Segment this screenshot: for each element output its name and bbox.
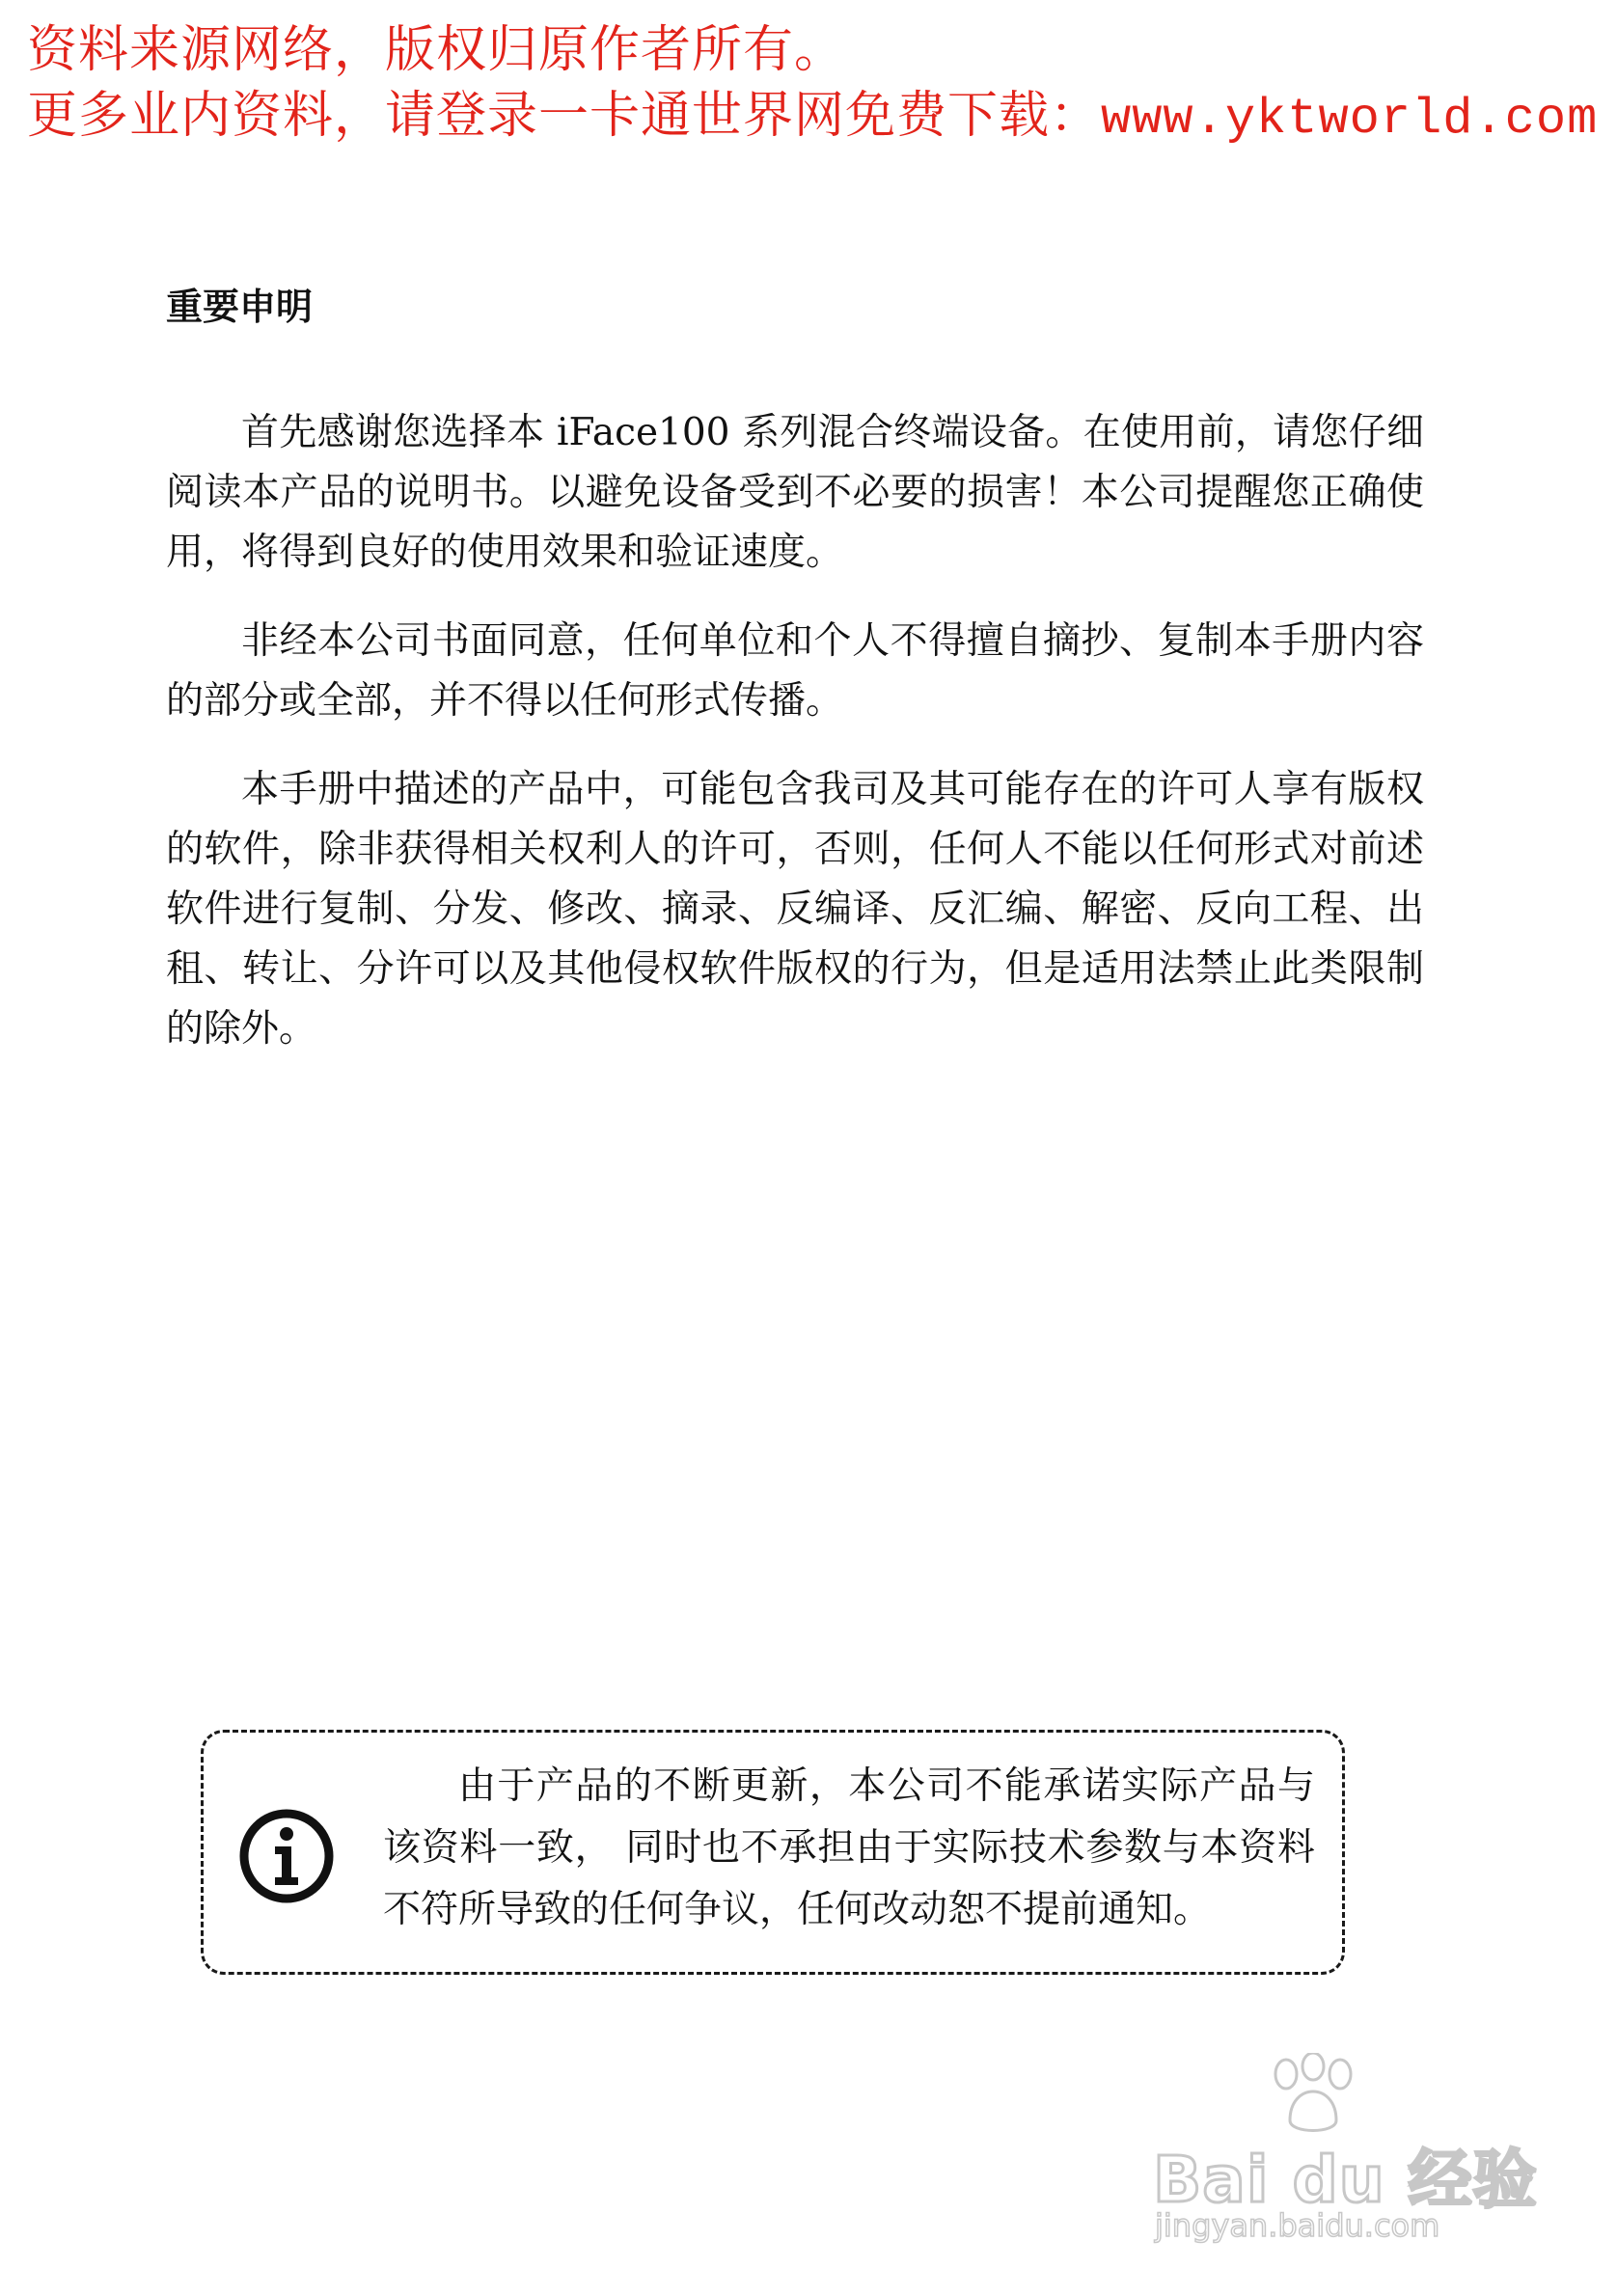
source-banner	[27, 17, 1598, 152]
statement-body	[166, 403, 1424, 1088]
info-icon	[236, 1806, 337, 1906]
banner-url-link[interactable]: www.yktworld.com	[1101, 91, 1599, 148]
watermark-url: jingyan.baidu.com	[1155, 2207, 1440, 2244]
banner-line-1: 资料来源网络，版权归原作者所有。	[27, 21, 846, 79]
paw-logo-icon	[1257, 2053, 1373, 2140]
baidu-jingyan-watermark	[1143, 2045, 1548, 2248]
paragraph-intro: 首先感谢您选择本 iFace100 系列混合终端设备。在使用前，请您仔细阅读本产品的说明书。以避免设备受到不必要的损害！本公司提醒您正确使用，将得到良好的使用效果和验证速度。	[166, 411, 1424, 574]
paragraph-copy-restriction: 非经本公司书面同意，任何单位和个人不得擅自摘抄、复制本手册内容的部分或全部，并不得以任何形式传播。	[166, 619, 1424, 723]
page-title: 重要申明	[166, 286, 314, 328]
notice-text: 由于产品的不断更新，本公司不能承诺实际产品与该资料一致， 同时也不承担由于实际技术参数与本资料不符所导致的任何争议，任何改动恕不提前通知。	[383, 1764, 1315, 1931]
banner-line-2-text: 更多业内资料，请登录一卡通世界网免费下载：	[27, 87, 1102, 145]
banner-line-2	[27, 83, 1598, 152]
watermark-brand: Bai du 经验	[1153, 2143, 1538, 2217]
paragraph-software-license: 本手册中描述的产品中，可能包含我司及其可能存在的许可人享有版权的软件，除非获得相关权利人的许可，否则，任何人不能以任何形式对前述软件进行复制、分发、修改、摘录、反编译、反汇编、解密、反向工程、出租、转让、分许可以及其他侵权软件版权的行为，但是适用法禁止此类限制的除外。	[166, 768, 1424, 1051]
notice-box	[201, 1730, 1345, 1975]
